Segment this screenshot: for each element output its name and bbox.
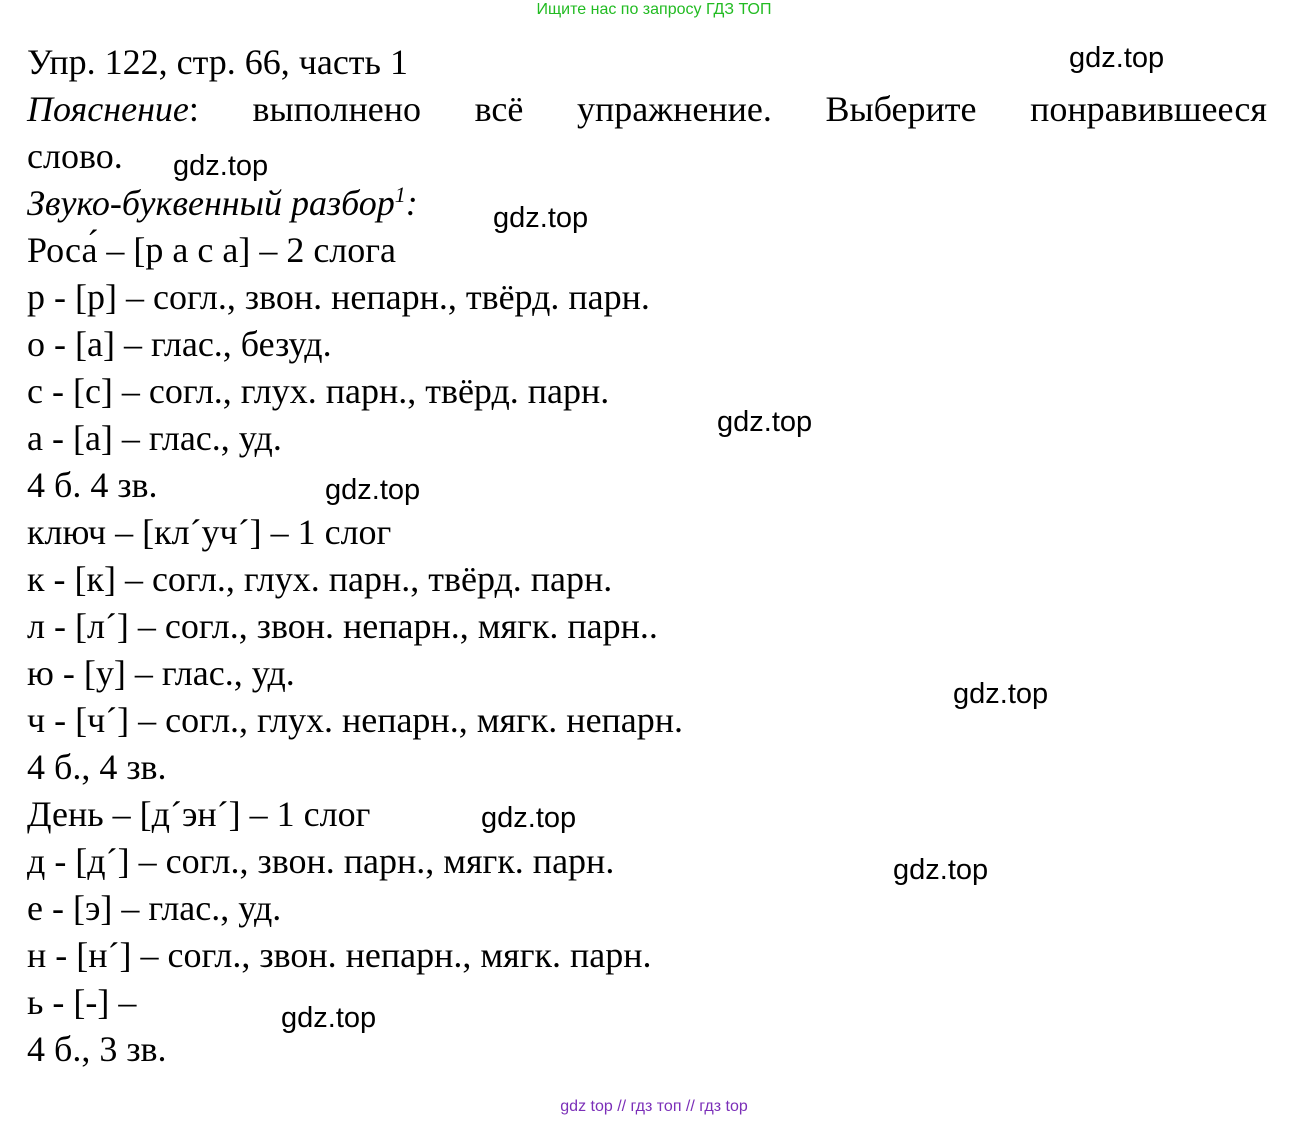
watermark: gdz.top: [493, 202, 589, 234]
analysis-line: ч - [ч´] – согл., глух. непарн., мягк. непарн.: [27, 700, 684, 740]
analysis-line: с - [с] – согл., глух. парн., твёрд. парн.: [27, 371, 610, 411]
word-heading: День – [д´эн´] – 1 слог: [27, 794, 371, 834]
explanation-label: Пояснение: [27, 89, 189, 129]
analysis-line: к - [к] – согл., глух. парн., твёрд. парн.: [27, 559, 613, 599]
analysis-line: н - [н´] – согл., звон. непарн., мягк. парн.: [27, 935, 652, 975]
analysis-line: л - [л´] – согл., звон. непарн., мягк. парн..: [27, 606, 658, 646]
explanation-tail: слово.: [27, 136, 123, 176]
explanation-colon: :: [188, 89, 199, 129]
analysis-title-colon: :: [405, 183, 418, 223]
summary-line: 4 б. 4 зв.: [27, 465, 158, 505]
watermark: gdz.top: [1069, 42, 1165, 74]
analysis-title-text: Звуко-буквенный разбор: [27, 183, 395, 223]
explanation-word: Выберите: [825, 89, 977, 129]
explanation-word: выполнено: [252, 89, 421, 129]
watermark: gdz.top: [281, 1002, 377, 1034]
explanation-word: всё: [474, 89, 524, 129]
analysis-line: р - [р] – согл., звон. непарн., твёрд. парн.: [27, 277, 650, 317]
watermark: gdz.top: [325, 474, 421, 506]
watermark: gdz.top: [953, 678, 1049, 710]
analysis-line: о - [а] – глас., безуд.: [27, 324, 332, 364]
analysis-line: е - [э] – глас., уд.: [27, 888, 282, 928]
watermark: gdz.top: [893, 854, 989, 886]
analysis-line: а - [а] – глас., уд.: [27, 418, 282, 458]
page-title: Упр. 122, стр. 66, часть 1: [27, 42, 408, 82]
watermark: gdz.top: [481, 802, 577, 834]
word-heading: ключ – [кл´уч´] – 1 слог: [27, 512, 392, 552]
footnote-marker: 1: [394, 182, 406, 207]
analysis-line: ю - [у] – глас., уд.: [27, 653, 295, 693]
summary-line: 4 б., 3 зв.: [27, 1029, 167, 1069]
explanation-line: [27, 87, 1267, 131]
explanation-label-group: [27, 87, 199, 131]
analysis-line: д - [д´] – согл., звон. парн., мягк. парн.: [27, 841, 615, 881]
word-heading: Роса́ – [р а с а] – 2 слога: [27, 230, 397, 270]
watermark: gdz.top: [173, 150, 269, 182]
watermark: gdz.top: [717, 406, 813, 438]
analysis-title: [27, 181, 418, 225]
explanation-word: упражнение.: [576, 89, 772, 129]
footer-links: gdz top // гдз топ // гдз top: [560, 1098, 748, 1115]
analysis-line: ь - [-] –: [27, 982, 137, 1022]
top-banner: Ищите нас по запросу ГДЗ ТОП: [536, 1, 772, 18]
explanation-word: понравившееся: [1030, 89, 1267, 129]
summary-line: 4 б., 4 зв.: [27, 747, 167, 787]
